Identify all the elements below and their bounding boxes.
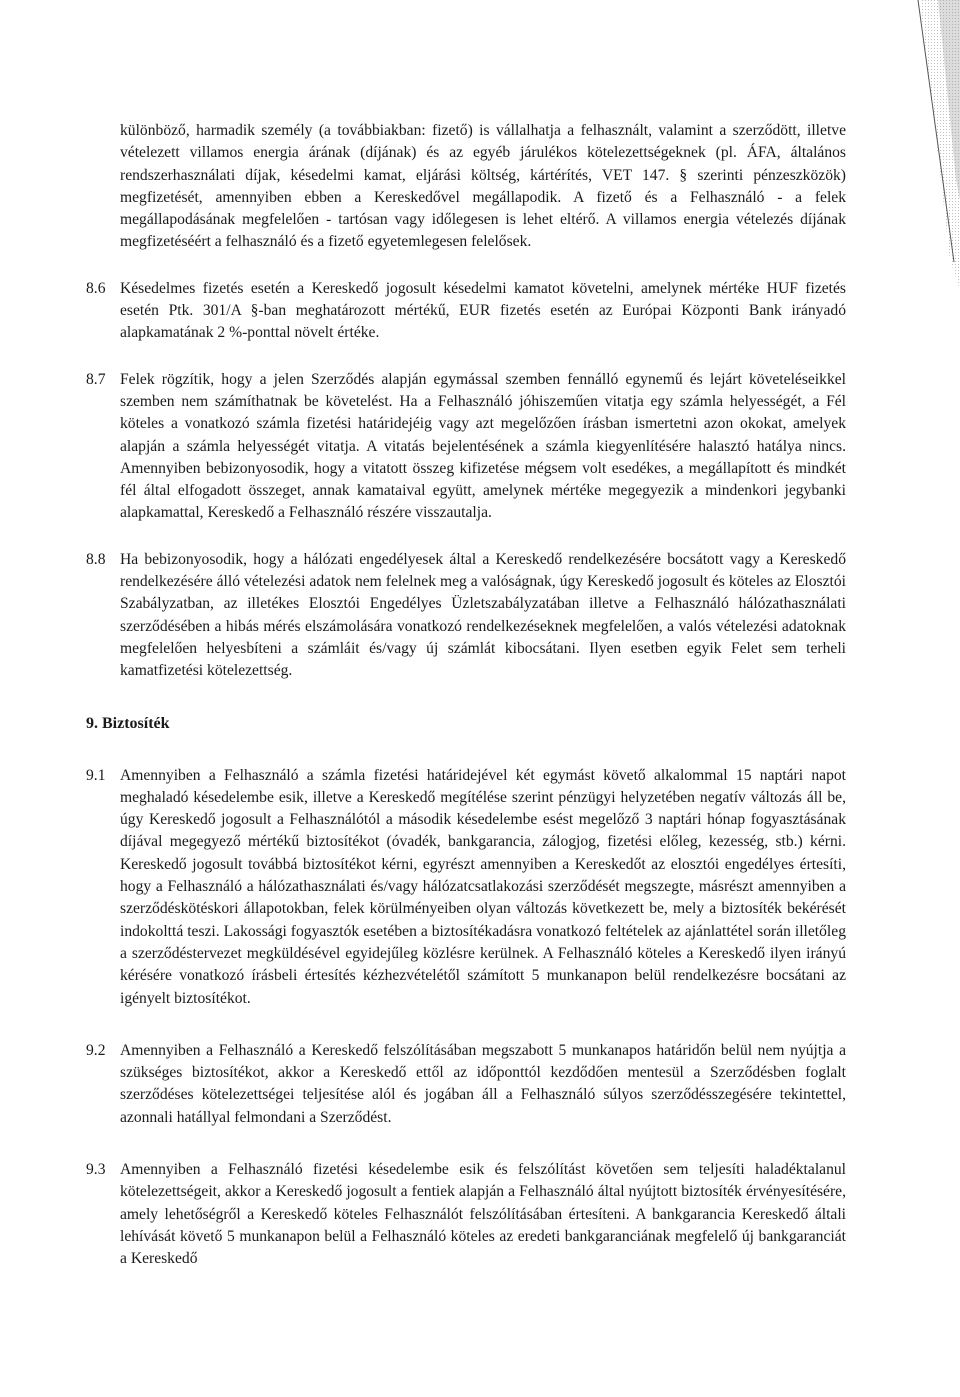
- section-number: 9.2: [86, 1041, 106, 1059]
- section-text: Felek rögzítik, hogy a jelen Szerződés alapján egymással szemben fennálló egynemű és lejárt követeléseikkel szemben nem számíthatnak be követelést. Ha a Felhasználó jóhiszeműen vitatja egy számla helyességét, a Fél köteles a vonatkozó számla fizetési határidejéig vagy azt megelőzően írásban ismertetni azon okokat, amelyek alapján a számla helyességét vitatja. A vitatás bejelentésének a számla kiegyenlítésére halasztó hatálya nincs. Amennyiben bebizonyosodik, hogy a vitatott összeg kifizetése mégsem volt esedékes, a megállapított és mindkét fél által elfogadott összeget, annak kamataival együtt, amelynek mértéke megegyezik a mindenkori jegybanki alapkamattal, Kereskedő a Felhasználó részére visszautalja.: [120, 370, 846, 522]
- intro-paragraph: különböző, harmadik személy (a továbbiakban: fizető) is vállalhatja a felhasznált, valamint a szerződött, illetve vételezett villamos energia árának (díjának) és az egyéb járulékos kötelezettségeknek (pl. ÁFA, általános rendszerhasználati díjak, késedelmi kamat, eljárási költség, kártérítés, VET 147. § szerinti pénzeszközök) megfizetését, amennyiben ebben a Kereskedővel megállapodik. A fizető és a Felhasználó - a felek megállapodásának megfelelően - tartósan vagy időlegesen is lehet eltérő. A villamos energia vételezés díjának megfizetéséért a felhasználó és a fizető egyetemlegesen felelősek.: [120, 122, 846, 251]
- section-9-heading: 9. Biztosíték: [86, 714, 170, 732]
- section-text: Ha bebizonyosodik, hogy a hálózati engedélyesek által a Kereskedő rendelkezésére bocsátott vagy a Kereskedő rendelkezésére álló vételezési adatok nem felelnek meg a valóságnak, úgy Kereskedő jogosult és köteles az Elosztói Szabályzatban, az illetékes Elosztói Engedélyes Üzletszabályzatában illetve a Felhasználó hálózathasználati szerződésében a hibás mérés elszámolására vonatkozó rendelkezéseknek megfelelően, a valós vételezési adatoknak megfelelően helyesbíteni a számláit és/vagy új számlát kibocsátani. Ilyen esetben egyik Felet sem terheli kamatfizetési kötelezettség.: [120, 550, 846, 680]
- section-number: 8.7: [86, 370, 106, 388]
- section-8-8: [86, 549, 846, 683]
- section-number: 8.8: [86, 550, 106, 568]
- section-text: Amennyiben a Felhasználó fizetési késedelembe esik és felszólítást követően sem teljesíti haladéktalanul kötelezettségeit, akkor a Kereskedő jogosult a fentiek alapján a Felhasználó által nyújtott biztosíték érvényesítésére, amely lehetőségről a Kereskedő köteles Felhasználót felszólításában értesíteni. A bankgarancia Kereskedő általi lehívását követő 5 munkanapon belül a Felhasználó köteles az eredeti bankgaranciának megfelelő új bankgaranciát a Kereskedő: [120, 1160, 846, 1268]
- section-9-3: [86, 1159, 846, 1270]
- section-8-7: [86, 369, 846, 525]
- section-text: Késedelmes fizetés esetén a Kereskedő jogosult késedelmi kamatot követelni, amelynek mértéke HUF fizetés esetén Ptk. 301/A §-ban meghatározott mértékű, EUR fizetés esetén az Európai Központi Bank irányadó alapkamatának 2 %-ponttal növelt értéke.: [120, 279, 846, 342]
- section-9-2: [86, 1040, 846, 1129]
- section-text: Amennyiben a Felhasználó a Kereskedő felszólításában megszabott 5 munkanapos határidőn belül nem nyújtja a szükséges biztosítékot, akkor a Kereskedő ettől az időponttól kezdődően mentesül a Szerződésben foglalt szerződéses kötelezettségei teljesítése alól és jogában áll a Felhasználó súlyos szerződésszegésére tekintettel, azonnali hatállyal felmondani a Szerződést.: [120, 1041, 846, 1126]
- section-9-1: [86, 765, 846, 1010]
- section-number: 9.1: [86, 766, 106, 784]
- section-number: 9.3: [86, 1160, 106, 1178]
- section-text: Amennyiben a Felhasználó a számla fizetési határidejével két egymást követő alkalommal 15 naptári napot meghaladó késedelembe esik, illetve a Kereskedő megítélése szerint pénzügyi helyzetében negatív változás áll be, úgy Kereskedő jogosult a Felhasználótól a második késedelembe esést megelőző 3 naptári hónap fogyasztásának díjával megegyező mértékű biztosítékot (óvadék, bankgarancia, zálogjog, fizetési előleg, kezesség, stb.) kérni. Kereskedő jogosult továbbá biztosítékot kérni, egyrészt amennyiben a Kereskedőt az elosztói engedélyes értesíti, hogy a Felhasználó a hálózathasználati és/vagy hálózatcsatlakozási szerződését megszegte, másrészt amennyiben a szerződéskötéskori állapotokban, felek körülményeiben olyan változás következett be, mely a biztosíték bekérését indokolttá teszi. Lakossági fogyasztók esetében a biztosítékadásra vonatkozó feltételek az ajánlattétel során illetőleg a szerződéstervezet megküldésével egyidejűleg közlésre kerülnek. A Felhasználó köteles a Kereskedő ilyen irányú kérésére vonatkozó írásbeli értesítés kézhezvételétől számított 5 munkanapon belül rendelkezésre bocsátani az igényelt biztosítékot.: [120, 766, 846, 1007]
- section-8-6: [86, 278, 846, 345]
- section-number: 8.6: [86, 279, 106, 297]
- document-body: [86, 120, 846, 1270]
